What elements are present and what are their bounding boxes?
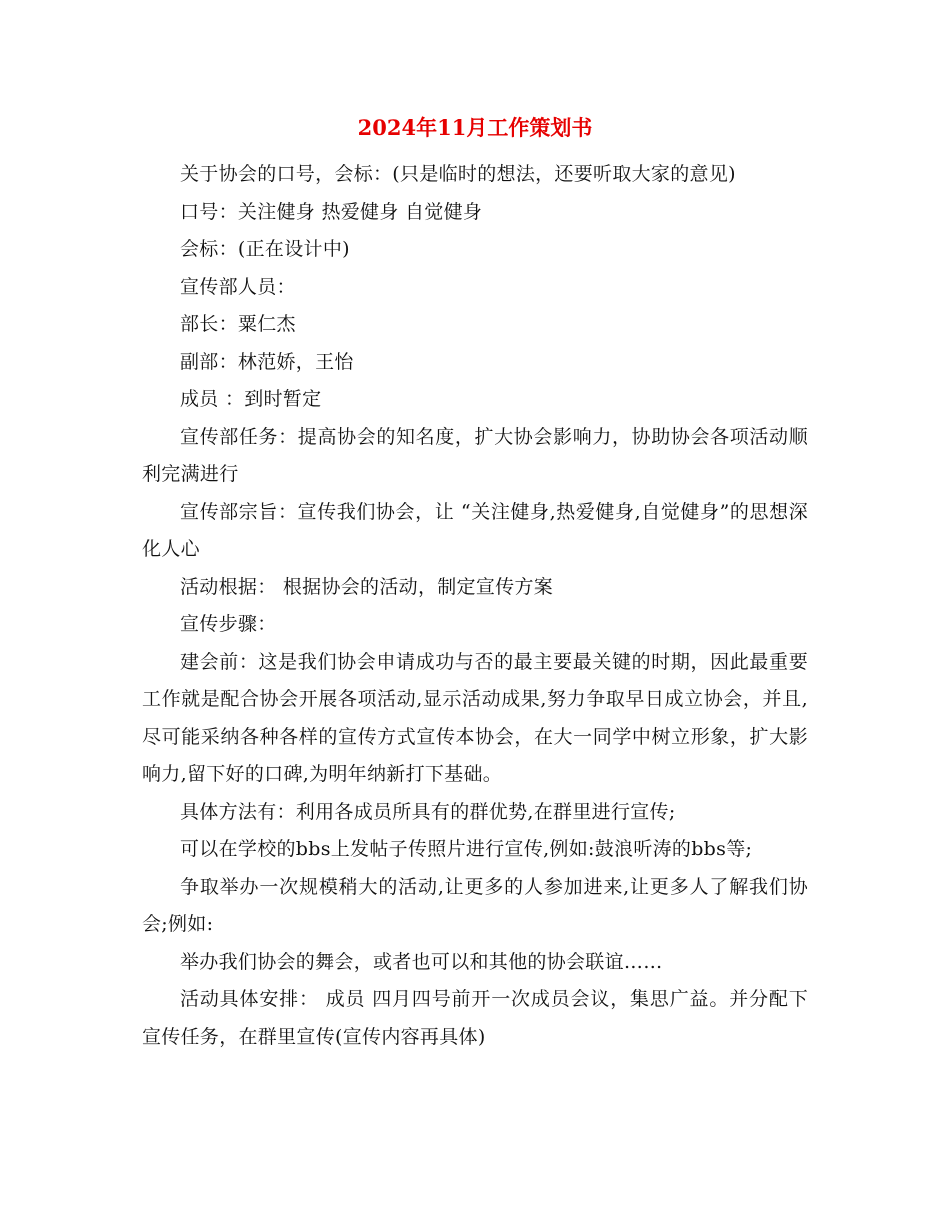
paragraph-bbs: 可以在学校的bbs上发帖子传照片进行宣传,例如:鼓浪听涛的bbs等; xyxy=(180,838,753,860)
paragraph-dance: 举办我们协会的舞会，或者也可以和其他的协会联谊…… xyxy=(180,950,663,973)
paragraph-steps-heading: 宣传步骤： xyxy=(180,613,277,635)
paragraph-deputy: 副部：林范娇，王怡 xyxy=(180,350,354,373)
paragraph-emblem: 会标：(正在设计中) xyxy=(180,238,350,260)
document-body xyxy=(142,156,808,1056)
paragraph-basis: 活动根据： 根据协会的活动，制定宣传方案 xyxy=(180,575,554,598)
paragraph-director: 部长：粟仁杰 xyxy=(180,313,296,335)
paragraph-event: 争取举办一次规模稍大的活动,让更多的人参加进来,让更多人了解我们协会;例如: xyxy=(142,875,808,935)
paragraph-slogan: 口号：关注健身 热爱健身 自觉健身 xyxy=(180,200,483,223)
paragraph-staff-heading: 宣传部人员： xyxy=(180,275,296,298)
paragraph-pre-founding: 建会前：这是我们协会申请成功与否的最主要最关键的时期，因此最重要工作就是配合协会开展各项活动,显示活动成果,努力争取早日成立协会，并且,尽可能采纳各种各样的宣传方式宣传本协会，在大一同学中树立形象，扩大影响力,留下好的口碑,为明年纳新打下基础。 xyxy=(142,650,808,785)
paragraph-slogan-intro: 关于协会的口号，会标：(只是临时的想法，还要听取大家的意见) xyxy=(180,163,736,185)
paragraph-schedule: 活动具体安排： 成员 四月四号前开一次成员会议，集思广益。并分配下宣传任务，在群里宣传(宣传内容再具体) xyxy=(142,988,808,1048)
paragraph-purpose: 宣传部宗旨：宣传我们协会，让 “关注健身,热爱健身,自觉健身”的思想深化人心 xyxy=(142,500,808,560)
paragraph-tasks: 宣传部任务：提高协会的知名度，扩大协会影响力，协助协会各项活动顺利完满进行 xyxy=(142,425,808,485)
paragraph-members: 成员 ：到时暂定 xyxy=(180,388,322,410)
document-title: 2024年11月工作策划书 xyxy=(357,115,593,140)
paragraph-methods: 具体方法有：利用各成员所具有的群优势,在群里进行宣传; xyxy=(180,800,676,823)
